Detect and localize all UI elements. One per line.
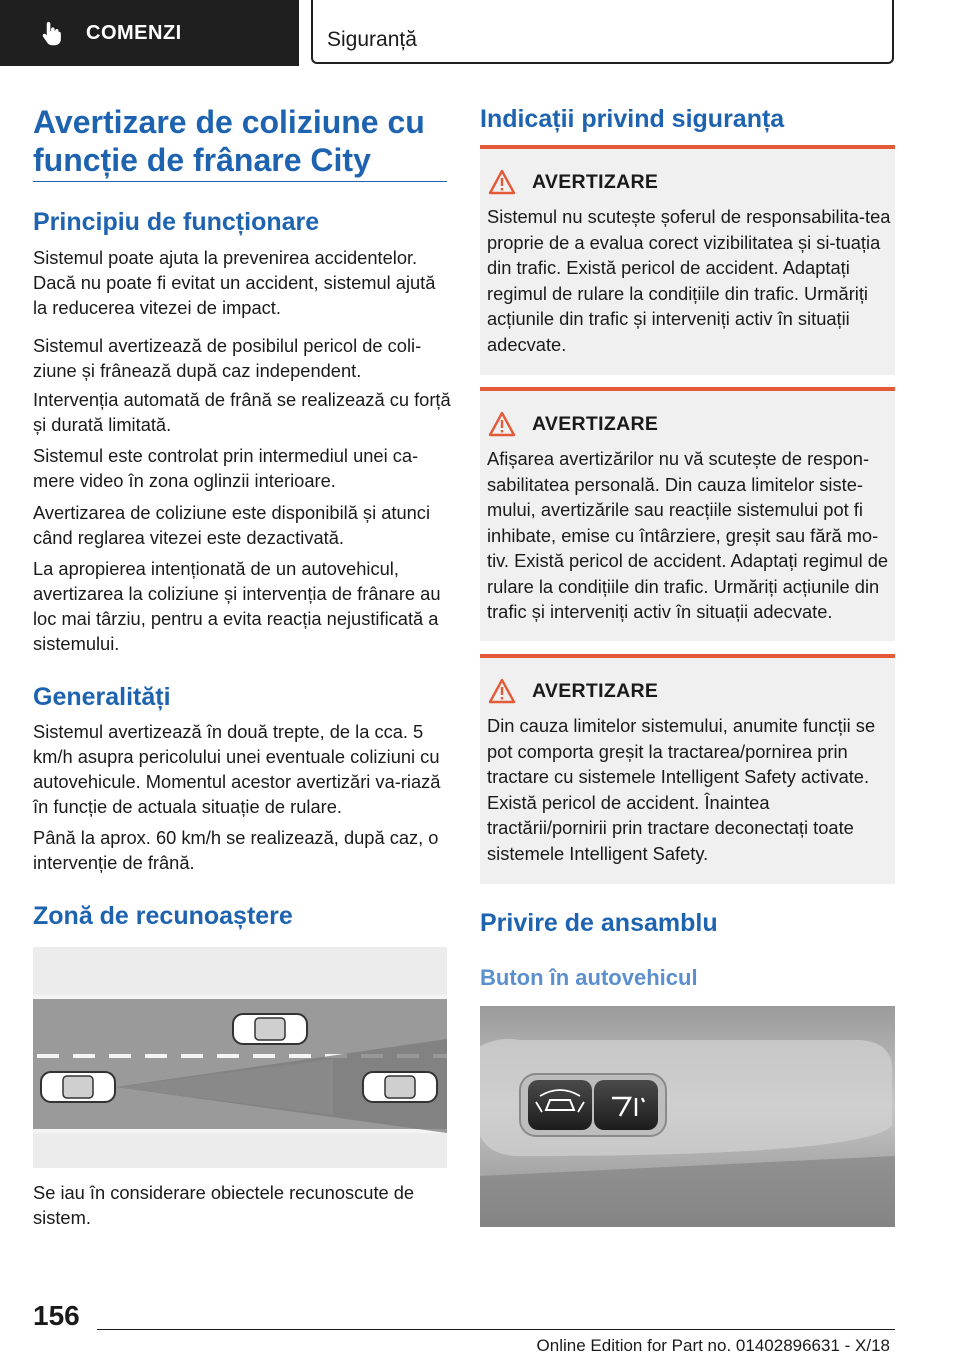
warning-text: Din cauza limitelor sistemului, anumite funcții se pot comporta greșit la tractarea/pornirea prin tractare cu sistemele Intelligent Safety activate. Există pericol de accident. Înaintea tractării/pornirii prin tractare deconectați toate sistemele Intelligent Safety. [487, 715, 876, 864]
page-number: 156 [33, 1300, 80, 1331]
warning-triangle-icon [488, 678, 516, 704]
car-ahead-top [233, 1014, 307, 1044]
warning-label: AVERTIZARE [532, 679, 659, 702]
warning-text: Sistemul nu scutește șoferul de responsabilita‐tea proprie de a evalua corect vizibilitatea și si‐tuația din trafic. Există pericol de accident. Adaptați regimul de rulare la condițiile din trafic. Urmăriți acțiunile din trafic și interveniți activ în situații adecvate. [487, 206, 891, 355]
collision-warning-button[interactable] [528, 1080, 592, 1130]
section-heading-generalitati: Generalități [33, 683, 171, 711]
tab-comenzi-label: COMENZI [86, 21, 182, 44]
subheading-buton: Buton în autovehicul [480, 965, 698, 990]
tab-comenzi[interactable] [0, 0, 299, 66]
title-rule [33, 181, 447, 182]
paragraph: Intervenția automată de frână se realizează cu forță și durată limitată. [33, 389, 451, 435]
warning-triangle-icon [488, 411, 516, 437]
own-car [41, 1072, 115, 1102]
warning-box-1 [480, 145, 895, 375]
figure-caption: Se iau în considerare obiectele recunoscute de sistem. [33, 1182, 415, 1228]
paragraph: Avertizarea de coliziune este disponibilă și atunci când reglarea vitezei este dezactivată. [33, 502, 431, 548]
warning-box-3 [480, 654, 895, 884]
warning-label: AVERTIZARE [532, 170, 659, 193]
car-ahead-same-lane [363, 1072, 437, 1102]
paragraph: Sistemul este controlat prin intermediul unei ca‐mere video în zona oglinzii interioare. [33, 445, 419, 491]
section-heading-privire: Privire de ansamblu [480, 909, 718, 937]
warning-triangle-icon [488, 169, 516, 195]
tab-siguranta-label: Siguranță [327, 28, 417, 51]
section-heading-zona: Zonă de recunoaștere [33, 902, 293, 930]
hand-pointer-icon [38, 19, 66, 47]
warning-text: Afișarea avertizărilor nu vă scutește de respon‐sabilitatea personală. Din cauza limitelor siste‐mului, avertizările sau reacțiile sistemului pot fi inhibate, emise cu întârziere, greșit sau fără mo‐tiv. Există pericol de accident. Adaptați regimul de rulare la condițiile din trafic. Urmăriți acțiunile din trafic și interveniți activ în situații adecvate. [487, 448, 889, 622]
paragraph: Sistemul avertizează de posibilul pericol de coli‐ziune și frânează după caz independent. [33, 335, 422, 381]
section-heading-principiu: Principiu de funcționare [33, 208, 320, 236]
footer-rule [97, 1329, 895, 1330]
section-heading-indicatii: Indicații privind siguranța [480, 105, 785, 133]
paragraph: Până la aprox. 60 km/h se realizează, după caz, o intervenție de frână. [33, 827, 439, 873]
lane-assist-button[interactable] [594, 1080, 658, 1130]
button-photo [480, 1006, 895, 1227]
detection-zone-illustration [33, 947, 447, 1168]
warning-label: AVERTIZARE [532, 412, 659, 435]
page-title: Avertizare de coliziune cu funcție de frânare City [33, 104, 425, 178]
footer-edition: Online Edition for Part no. 01402896631 - X/18 [536, 1336, 890, 1355]
tab-siguranta[interactable] [311, 0, 894, 64]
paragraph: La apropierea intenționată de un autovehicul, avertizarea la coliziune și intervenția de frânare au loc mai târziu, pentru a evita reacția nejustificată a sistemului. [33, 558, 441, 654]
warning-box-2 [480, 387, 895, 641]
paragraph: Sistemul poate ajuta la prevenirea accidentelor. Dacă nu poate fi evitat un accident, sistemul ajută la reducerea vitezei de impact. [33, 247, 436, 318]
paragraph: Sistemul avertizează în două trepte, de la cca. 5 km/h asupra pericolului unei eventuale coliziuni cu autovehicule. Momentul acestor avertizări va‐riază în funcție de actuala situație de rulare. [33, 721, 441, 817]
